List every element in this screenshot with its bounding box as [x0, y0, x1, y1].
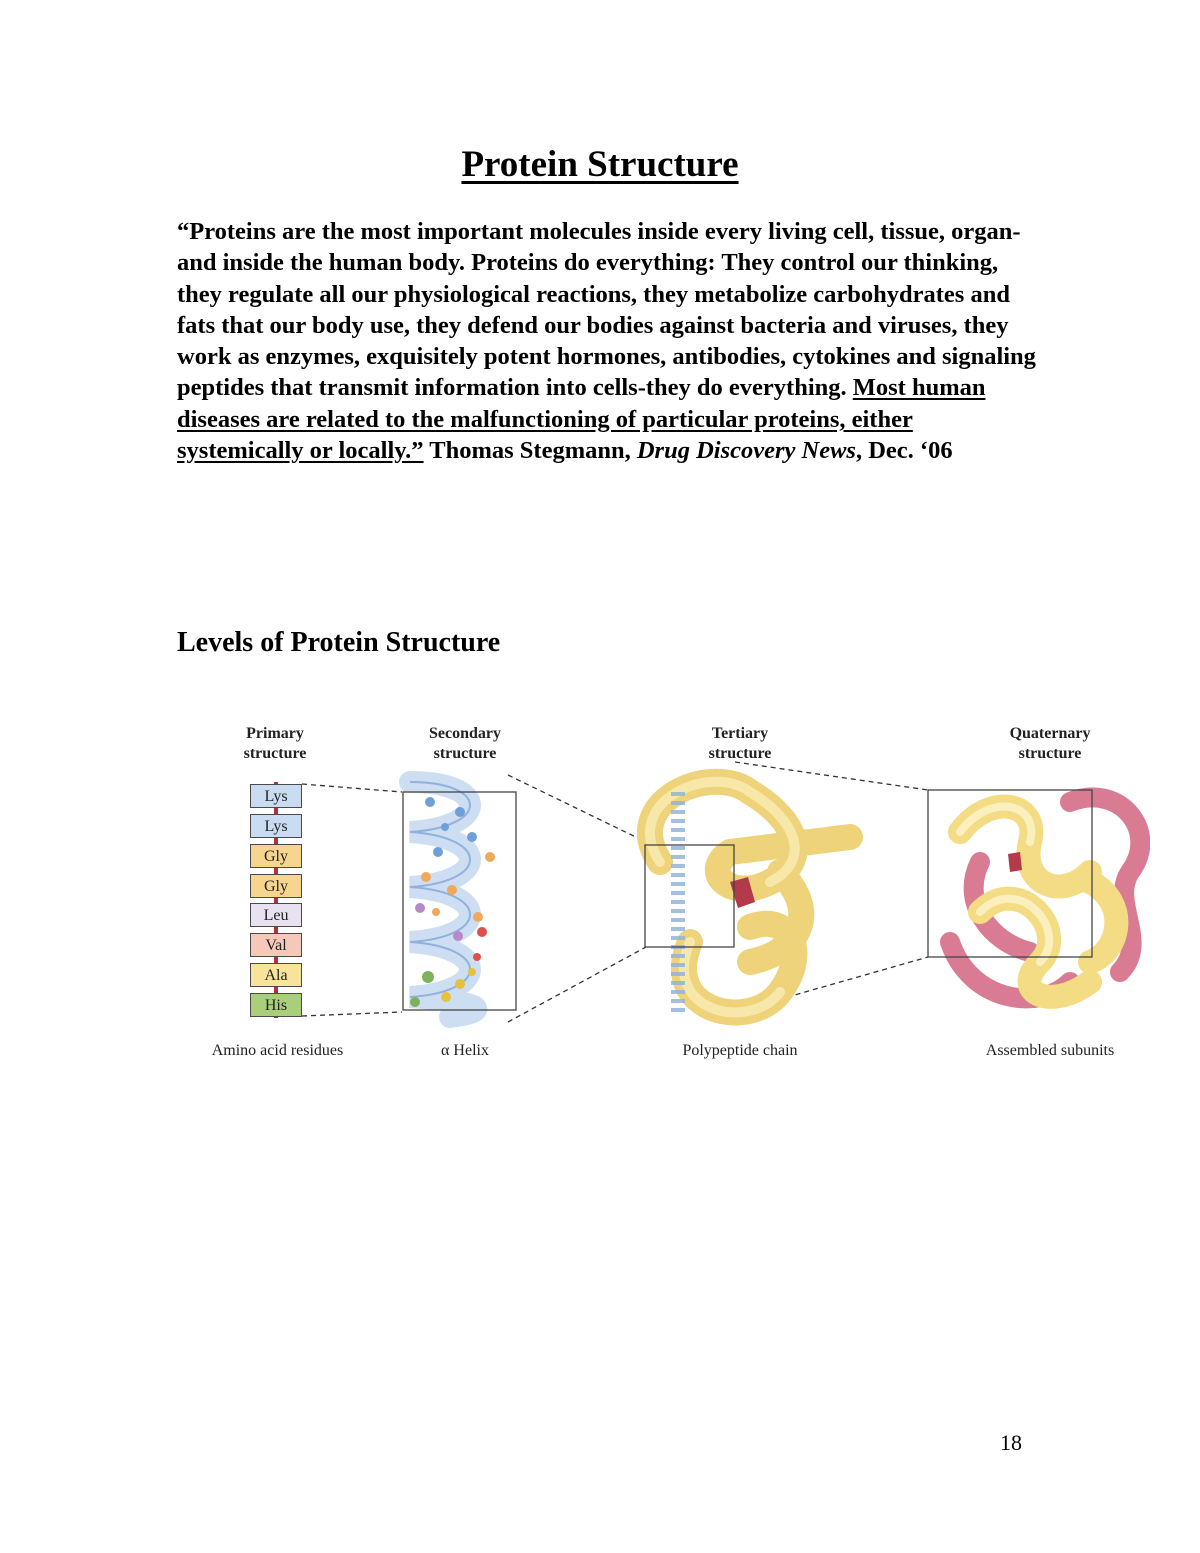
caption-primary: Amino acid residues [211, 1042, 344, 1059]
section-heading: Levels of Protein Structure [177, 627, 501, 658]
caption-quaternary: Assembled subunits [985, 1042, 1115, 1059]
connector-lines [302, 762, 928, 1022]
header-line: Primary [246, 725, 304, 742]
caption-tertiary: Polypeptide chain [682, 1042, 798, 1059]
residue-box: Gly [250, 874, 302, 898]
header-line: Quaternary [1009, 725, 1091, 742]
protein-structure-figure [190, 712, 1150, 1082]
header-line: structure [708, 745, 772, 762]
header-line: structure [433, 745, 497, 762]
quote-paragraph [177, 216, 1037, 466]
residue-box: His [250, 993, 302, 1017]
header-line: Tertiary [711, 725, 769, 742]
header-line: structure [243, 745, 307, 762]
residue-box: Gly [250, 844, 302, 868]
quote-publication: Drug Discovery News [636, 437, 856, 465]
alpha-helix-illustration [403, 782, 516, 1017]
page-number: 18 [1000, 1430, 1022, 1455]
residue-box: Ala [250, 963, 302, 987]
residue-box: Lys [250, 784, 302, 808]
caption-secondary: α Helix [441, 1042, 489, 1059]
figure-illustration [190, 712, 1150, 1082]
quote-text: “Proteins are the most important molecules inside every living cell, tissue, organ-and inside the human body. Proteins do everything: They control our thinking, they regulate all our physiological reactions, they metabolize carbohydrates and fats that our body use, they defend our bodies against bacteria and viruses, they work as enzymes, exquisitely potent hormones, antibodies, cytokines and signaling peptides that transmit information into cells-they do everything. [177, 218, 1036, 402]
quote-author: Thomas Stegmann, [423, 437, 637, 465]
tertiary-structure-illustration [645, 782, 850, 1013]
quote-date: , Dec. ‘06 [855, 437, 953, 465]
residue-box: Val [250, 933, 302, 957]
header-line: Secondary [429, 725, 501, 742]
header-line: structure [1018, 745, 1082, 762]
residue-box: Leu [250, 903, 302, 927]
residue-box: Lys [250, 814, 302, 838]
page-title: Protein Structure [461, 144, 739, 185]
quote-underlined-text: Most human diseases are related to the malfunctioning of particular proteins, either systemically or locally.” [177, 374, 986, 465]
quaternary-structure-illustration [928, 790, 1140, 998]
